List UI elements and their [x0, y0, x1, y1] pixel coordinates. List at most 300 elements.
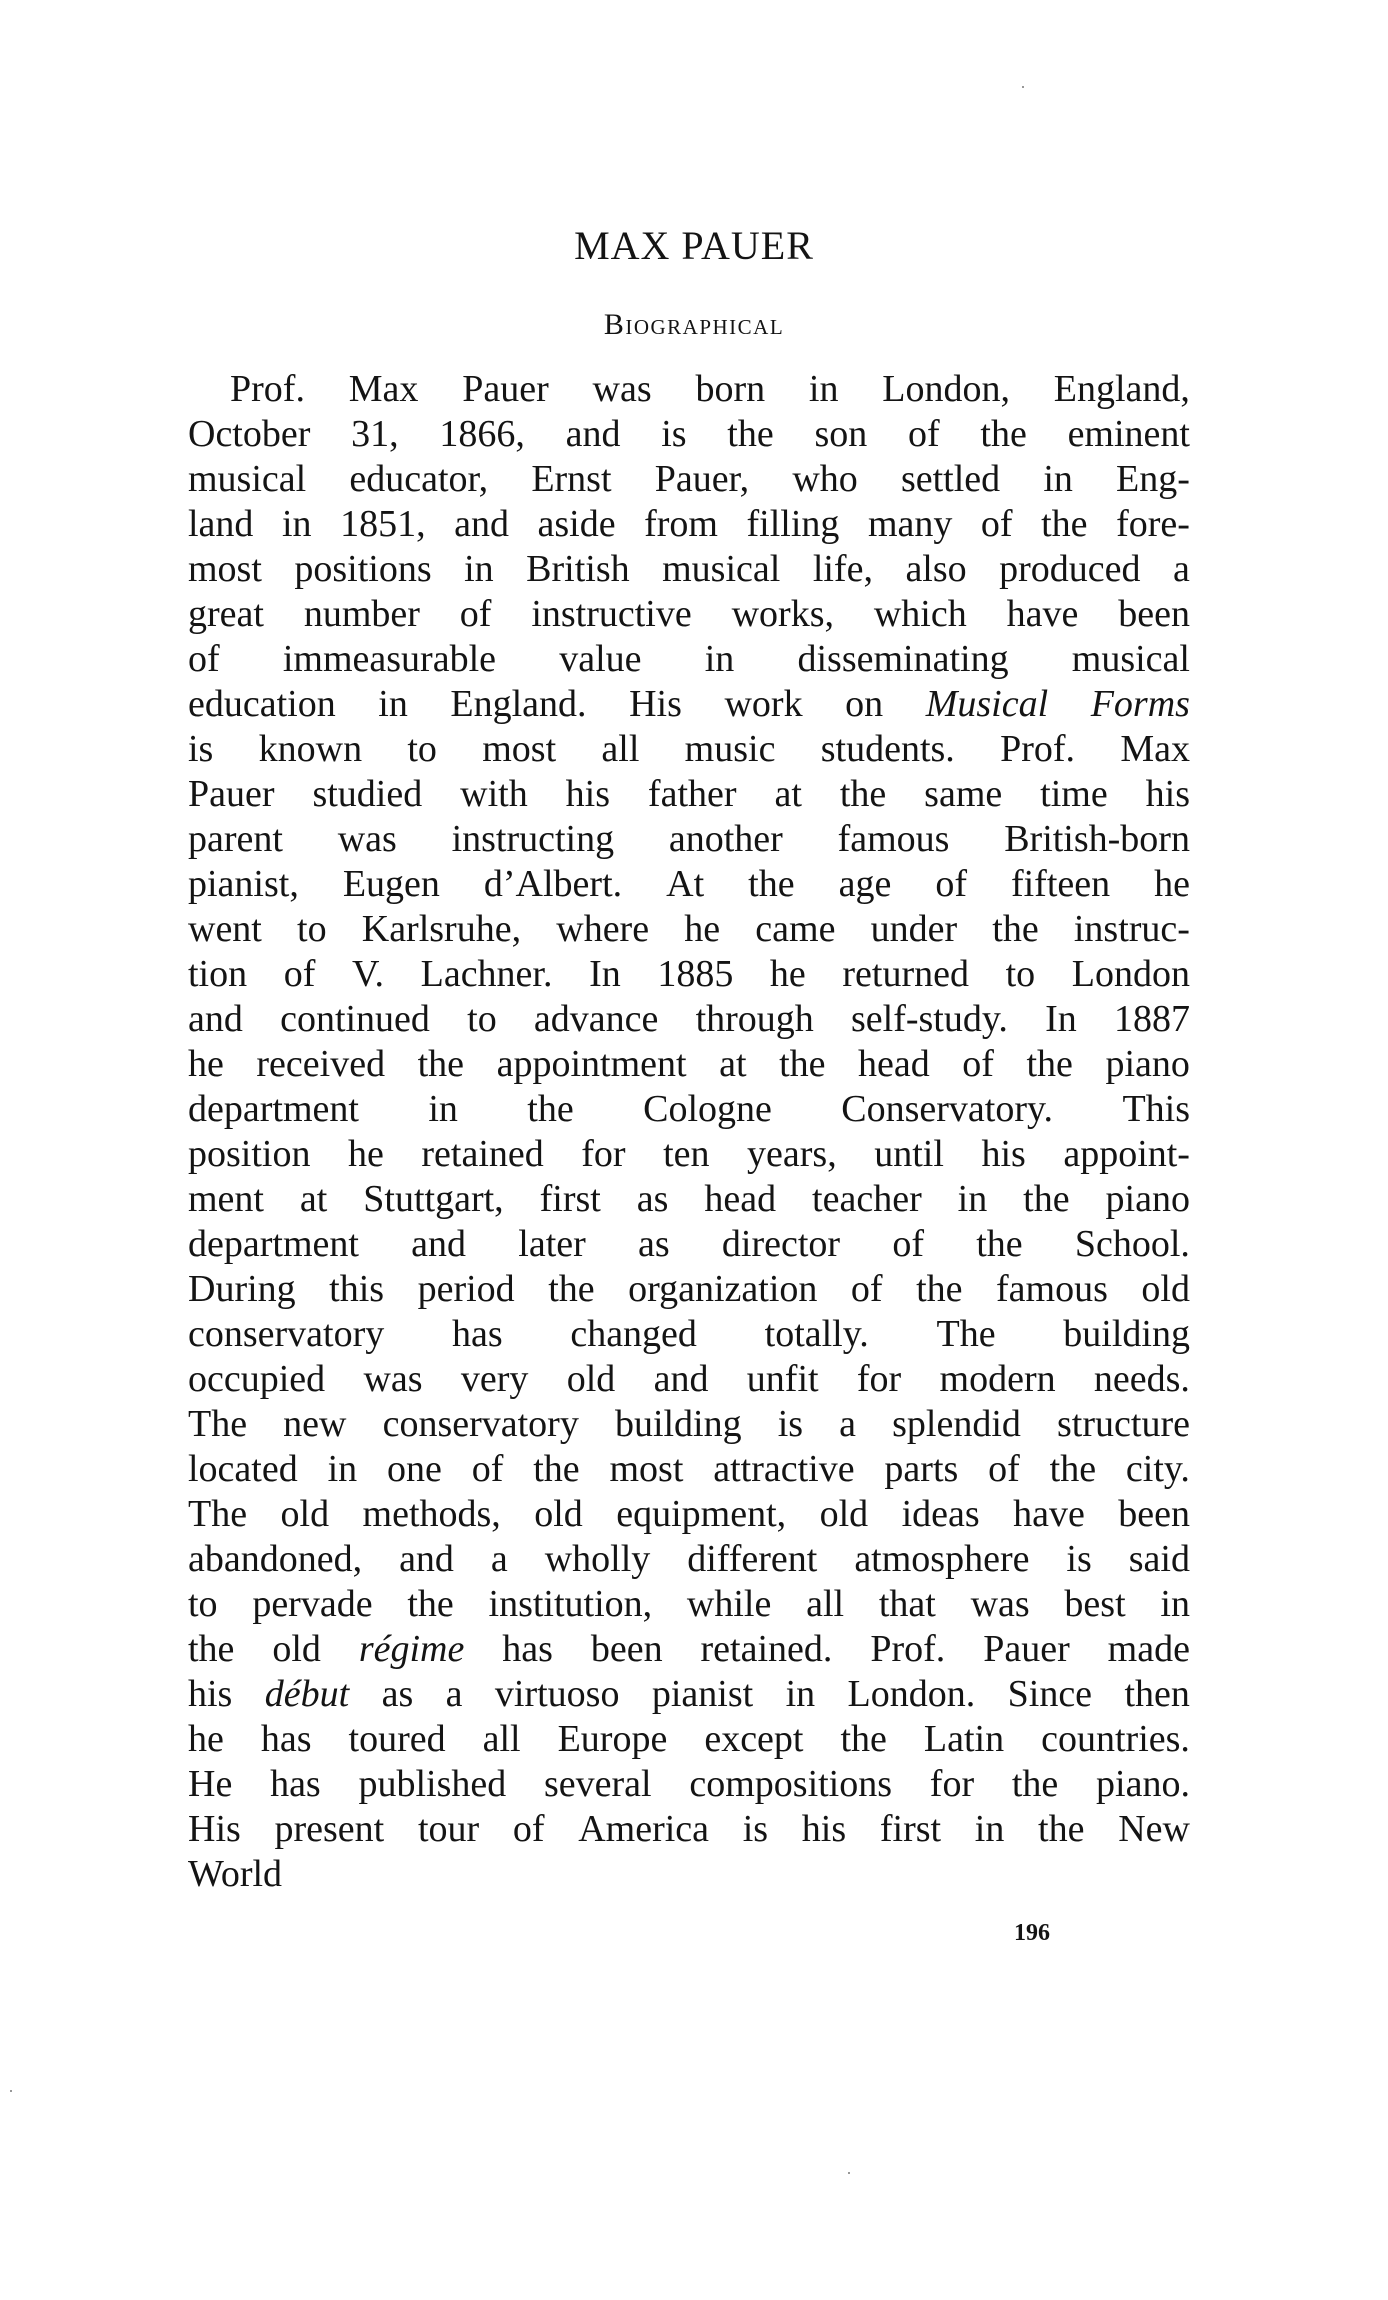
- word: aside: [537, 503, 616, 545]
- word: tion: [188, 953, 248, 995]
- word: Ernst: [531, 458, 612, 500]
- word: son: [814, 413, 868, 455]
- word: of: [512, 1808, 545, 1850]
- word: Pauer: [983, 1628, 1070, 1670]
- word: then: [1124, 1673, 1190, 1715]
- word: instruc-: [1073, 908, 1190, 950]
- text-line: [188, 412, 1190, 457]
- word: The: [936, 1313, 996, 1355]
- word: conservatory: [382, 1403, 579, 1445]
- text-line: [188, 1627, 1190, 1672]
- text-line: [188, 682, 1190, 727]
- word: immeasurable: [282, 638, 496, 680]
- section-subtitle: Biographical: [603, 308, 785, 341]
- word: until: [874, 1133, 944, 1175]
- word: Pauer: [188, 773, 275, 815]
- word: old: [1141, 1268, 1190, 1310]
- word: building: [614, 1403, 742, 1445]
- word: new: [283, 1403, 347, 1445]
- word: in: [281, 503, 312, 545]
- word: and: [399, 1538, 454, 1580]
- word: under: [870, 908, 958, 950]
- word: retained: [421, 1133, 544, 1175]
- word: Pauer,: [654, 458, 750, 500]
- word: Europe: [557, 1718, 668, 1760]
- text-line: [188, 1807, 1190, 1852]
- word: produced: [999, 548, 1141, 590]
- word: Eugen: [342, 863, 440, 905]
- word: ten: [663, 1133, 710, 1175]
- word: England,: [1053, 368, 1190, 410]
- text-line: [188, 817, 1190, 862]
- word: same: [924, 773, 1003, 815]
- word: department: [188, 1223, 359, 1265]
- text-line: [188, 1852, 1190, 1897]
- word: the: [527, 1088, 574, 1130]
- word: department: [188, 1088, 359, 1130]
- word: 1885: [657, 953, 734, 995]
- paper-speck: [1022, 86, 1024, 88]
- word: tour: [417, 1808, 480, 1850]
- word: the: [407, 1583, 454, 1625]
- text-line: [188, 1357, 1190, 1402]
- word: in: [785, 1673, 816, 1715]
- word: came: [755, 908, 836, 950]
- word: to: [297, 908, 327, 950]
- italic-word: régime: [358, 1628, 465, 1670]
- text-line: [188, 1267, 1190, 1312]
- word: in: [1043, 458, 1073, 500]
- word: and: [188, 998, 243, 1040]
- word: His: [188, 1808, 241, 1850]
- word: where: [556, 908, 650, 950]
- word: and: [565, 413, 621, 455]
- word: the: [840, 1718, 887, 1760]
- paper-speck: [10, 2090, 12, 2092]
- word: settled: [900, 458, 1001, 500]
- word: head: [858, 1043, 930, 1085]
- word: most: [188, 548, 262, 590]
- word: to: [467, 998, 497, 1040]
- word: with: [460, 773, 528, 815]
- text-line: [188, 1672, 1190, 1717]
- word: his: [1145, 773, 1190, 815]
- word: is: [1066, 1538, 1092, 1580]
- word: Cologne: [643, 1088, 772, 1130]
- word: been: [1118, 593, 1190, 635]
- word: pianist: [651, 1673, 754, 1715]
- word: filling: [746, 503, 840, 545]
- word: in: [378, 683, 408, 725]
- word: of: [283, 953, 316, 995]
- word: went: [188, 908, 262, 950]
- word: a: [1173, 548, 1190, 590]
- word: structure: [1057, 1403, 1190, 1445]
- word: many: [867, 503, 953, 545]
- word: was: [337, 818, 397, 860]
- word: the: [1011, 1763, 1059, 1805]
- word: great: [188, 593, 264, 635]
- word: first: [539, 1178, 601, 1220]
- word: one: [386, 1448, 442, 1490]
- word: is: [742, 1808, 769, 1850]
- word: London.: [847, 1673, 976, 1715]
- word: education: [188, 683, 336, 725]
- word: a: [445, 1673, 463, 1715]
- text-line: [188, 592, 1190, 637]
- word: he: [769, 953, 806, 995]
- word: said: [1128, 1538, 1190, 1580]
- word: that: [878, 1583, 936, 1625]
- text-line: [188, 502, 1190, 547]
- word: piano: [1105, 1043, 1190, 1085]
- word: Prof.: [870, 1628, 946, 1670]
- word: in: [974, 1808, 1005, 1850]
- word: land: [188, 503, 254, 545]
- word: the: [533, 1448, 580, 1490]
- word: he: [347, 1133, 384, 1175]
- text-line: [188, 772, 1190, 817]
- word: he: [188, 1718, 224, 1760]
- italic-word: Forms: [1090, 683, 1190, 725]
- word: At: [666, 863, 705, 905]
- text-line: [188, 1312, 1190, 1357]
- word: Max: [1120, 728, 1190, 770]
- word: In: [589, 953, 621, 995]
- text-line: [188, 1447, 1190, 1492]
- word: been: [590, 1628, 663, 1670]
- word: except: [704, 1718, 804, 1760]
- word: Karlsruhe,: [361, 908, 522, 950]
- word: students.: [820, 728, 955, 770]
- word: eminent: [1067, 413, 1190, 455]
- word: October: [188, 413, 311, 455]
- word: period: [417, 1268, 515, 1310]
- italic-word: début: [264, 1673, 350, 1715]
- word: Prof.: [1000, 728, 1076, 770]
- text-line: [188, 952, 1190, 997]
- text-line: [188, 1402, 1190, 1447]
- text-line: [188, 367, 1190, 412]
- word: wholly: [544, 1538, 651, 1580]
- word: works,: [731, 593, 834, 635]
- word: fore-: [1116, 503, 1190, 545]
- word: organization: [628, 1268, 818, 1310]
- word: the: [1049, 1448, 1097, 1490]
- text-line: [188, 1762, 1190, 1807]
- word: his: [981, 1133, 1026, 1175]
- word: of: [188, 638, 220, 680]
- text-line: [188, 727, 1190, 772]
- word: several: [544, 1763, 652, 1805]
- word: British: [526, 548, 630, 590]
- word: institution,: [488, 1583, 653, 1625]
- word: The: [188, 1493, 248, 1535]
- word: in: [428, 1088, 458, 1130]
- word: a: [490, 1538, 508, 1580]
- word: received: [256, 1043, 386, 1085]
- word: methods,: [362, 1493, 501, 1535]
- word: of: [980, 503, 1013, 545]
- word: this: [329, 1268, 385, 1310]
- word: modern: [939, 1358, 1056, 1400]
- word: appointment: [496, 1043, 687, 1085]
- word: from: [644, 503, 718, 545]
- word: has: [260, 1718, 312, 1760]
- word: Max: [348, 368, 419, 410]
- word: the: [1023, 1178, 1070, 1220]
- word: 1887: [1113, 998, 1190, 1040]
- word: all: [482, 1718, 521, 1760]
- word: musical: [662, 548, 781, 590]
- word: In: [1045, 998, 1077, 1040]
- word: work: [724, 683, 803, 725]
- word: another: [668, 818, 783, 860]
- word: in: [808, 368, 839, 410]
- word: World: [188, 1853, 283, 1895]
- word: Since: [1007, 1673, 1093, 1715]
- word: all: [601, 728, 640, 770]
- word: he: [684, 908, 721, 950]
- word: England.: [450, 683, 587, 725]
- word: old: [819, 1493, 869, 1535]
- word: disseminating: [797, 638, 1009, 680]
- word: in: [327, 1448, 358, 1490]
- word: position: [188, 1133, 311, 1175]
- word: have: [1013, 1493, 1085, 1535]
- word: for: [581, 1133, 626, 1175]
- word: music: [684, 728, 776, 770]
- word: the: [1041, 503, 1088, 545]
- word: most: [609, 1448, 684, 1490]
- word: attractive: [713, 1448, 855, 1490]
- word: who: [792, 458, 858, 500]
- word: he: [188, 1043, 224, 1085]
- text-line: [188, 637, 1190, 682]
- word: published: [358, 1763, 507, 1805]
- word: musical: [188, 458, 307, 500]
- italic-word: Musical: [925, 683, 1049, 725]
- word: America: [578, 1808, 710, 1850]
- word: value: [559, 638, 642, 680]
- word: d’Albert.: [483, 863, 623, 905]
- word: years,: [747, 1133, 837, 1175]
- word: the: [916, 1268, 963, 1310]
- word: V.: [351, 953, 385, 995]
- word: in: [464, 548, 494, 590]
- word: Pauer: [462, 368, 549, 410]
- page-title: MAX PAUER: [574, 223, 814, 268]
- text-line: [188, 1537, 1190, 1582]
- word: old: [272, 1628, 321, 1670]
- text-line: [188, 907, 1190, 952]
- word: This: [1122, 1088, 1190, 1130]
- word: His: [629, 683, 682, 725]
- word: of: [988, 1448, 1020, 1490]
- text-line: [188, 547, 1190, 592]
- text-line: [188, 1582, 1190, 1627]
- word: of: [892, 1223, 924, 1265]
- word: old: [534, 1493, 583, 1535]
- text-line: [188, 457, 1190, 502]
- paragraph-body: [188, 367, 1190, 1897]
- word: present: [274, 1808, 385, 1850]
- word: atmosphere: [854, 1538, 1030, 1580]
- word: of: [962, 1043, 994, 1085]
- word: the: [417, 1043, 465, 1085]
- word: on: [845, 683, 884, 725]
- text-line: [188, 1132, 1190, 1177]
- word: and: [653, 1358, 709, 1400]
- word: pervade: [252, 1583, 373, 1625]
- word: 1866,: [439, 413, 525, 455]
- word: old: [566, 1358, 616, 1400]
- word: returned: [842, 953, 969, 995]
- word: life,: [812, 548, 873, 590]
- word: father: [647, 773, 737, 815]
- word: the: [779, 1043, 826, 1085]
- word: the: [980, 413, 1027, 455]
- word: have: [1006, 593, 1079, 635]
- word: a: [839, 1403, 857, 1445]
- word: most: [482, 728, 557, 770]
- word: instructive: [531, 593, 692, 635]
- text-line: [188, 1492, 1190, 1537]
- word: for: [929, 1763, 975, 1805]
- word: the: [188, 1628, 235, 1670]
- word: studied: [312, 773, 423, 815]
- word: totally.: [764, 1313, 869, 1355]
- word: made: [1107, 1628, 1190, 1670]
- word: School.: [1074, 1223, 1190, 1265]
- word: in: [704, 638, 735, 680]
- word: was: [970, 1583, 1030, 1625]
- word: ment: [188, 1178, 264, 1220]
- word: his: [801, 1808, 847, 1850]
- word: London,: [882, 368, 1010, 410]
- word: London: [1071, 953, 1190, 995]
- word: retained.: [700, 1628, 833, 1670]
- word: all: [806, 1583, 845, 1625]
- word: his: [565, 773, 610, 815]
- text-line: [188, 862, 1190, 907]
- word: 31,: [351, 413, 399, 455]
- word: and: [411, 1223, 467, 1265]
- word: born: [695, 368, 766, 410]
- word: positions: [294, 548, 432, 590]
- word: was: [592, 368, 652, 410]
- word: famous: [996, 1268, 1108, 1310]
- word: British-born: [1004, 818, 1190, 860]
- word: continued: [280, 998, 430, 1040]
- word: unfit: [746, 1358, 819, 1400]
- word: of: [908, 413, 940, 455]
- word: Conservatory.: [841, 1088, 1054, 1130]
- text-line: [188, 1717, 1190, 1762]
- word: also: [905, 548, 967, 590]
- word: as: [381, 1673, 414, 1715]
- word: famous: [837, 818, 950, 860]
- word: which: [873, 593, 967, 635]
- word: Prof.: [230, 368, 305, 410]
- word: changed: [570, 1313, 697, 1355]
- word: old: [280, 1493, 330, 1535]
- word: time: [1040, 773, 1108, 815]
- word: pianist,: [188, 863, 299, 905]
- word: musical: [1071, 638, 1190, 680]
- word: for: [856, 1358, 902, 1400]
- word: piano.: [1096, 1763, 1190, 1805]
- text-line: [188, 1087, 1190, 1132]
- word: the: [1038, 1808, 1085, 1850]
- word: known: [258, 728, 363, 770]
- word: He: [188, 1763, 233, 1805]
- word: needs.: [1093, 1358, 1190, 1400]
- word: has: [270, 1763, 321, 1805]
- word: splendid: [892, 1403, 1021, 1445]
- word: is: [661, 413, 687, 455]
- word: head: [704, 1178, 777, 1220]
- paper-speck: [848, 2172, 850, 2174]
- word: ideas: [901, 1493, 980, 1535]
- word: parent: [188, 818, 283, 860]
- word: been: [1118, 1493, 1190, 1535]
- word: best: [1064, 1583, 1126, 1625]
- word: the: [727, 413, 774, 455]
- word: occupied: [188, 1358, 326, 1400]
- word: fifteen: [1010, 863, 1111, 905]
- word: building: [1063, 1313, 1190, 1355]
- word: the: [1026, 1043, 1073, 1085]
- word: instructing: [451, 818, 615, 860]
- word: appoint-: [1063, 1133, 1190, 1175]
- word: to: [407, 728, 437, 770]
- word: his: [188, 1673, 233, 1715]
- word: the: [839, 773, 887, 815]
- word: Eng-: [1116, 458, 1190, 500]
- word: as: [636, 1178, 669, 1220]
- word: at: [719, 1043, 747, 1085]
- word: through: [695, 998, 814, 1040]
- word: 1851,: [340, 503, 426, 545]
- word: in: [957, 1178, 988, 1220]
- word: the: [548, 1268, 595, 1310]
- word: During: [188, 1268, 296, 1310]
- word: director: [721, 1223, 841, 1265]
- word: the: [976, 1223, 1023, 1265]
- text-line: [188, 1042, 1190, 1087]
- word: and: [454, 503, 509, 545]
- word: conservatory: [188, 1313, 385, 1355]
- word: equipment,: [616, 1493, 787, 1535]
- word: in: [1160, 1583, 1190, 1625]
- text-line: [188, 1177, 1190, 1222]
- word: of: [459, 593, 492, 635]
- word: the: [748, 863, 795, 905]
- word: advance: [533, 998, 659, 1040]
- word: of: [935, 863, 967, 905]
- word: compositions: [689, 1763, 893, 1805]
- word: has: [451, 1313, 503, 1355]
- word: number: [303, 593, 420, 635]
- word: educator,: [349, 458, 489, 500]
- word: toured: [348, 1718, 446, 1760]
- word: is: [188, 728, 214, 770]
- word: city.: [1125, 1448, 1190, 1490]
- word: countries.: [1041, 1718, 1190, 1760]
- word: has: [502, 1628, 553, 1670]
- word: at: [774, 773, 802, 815]
